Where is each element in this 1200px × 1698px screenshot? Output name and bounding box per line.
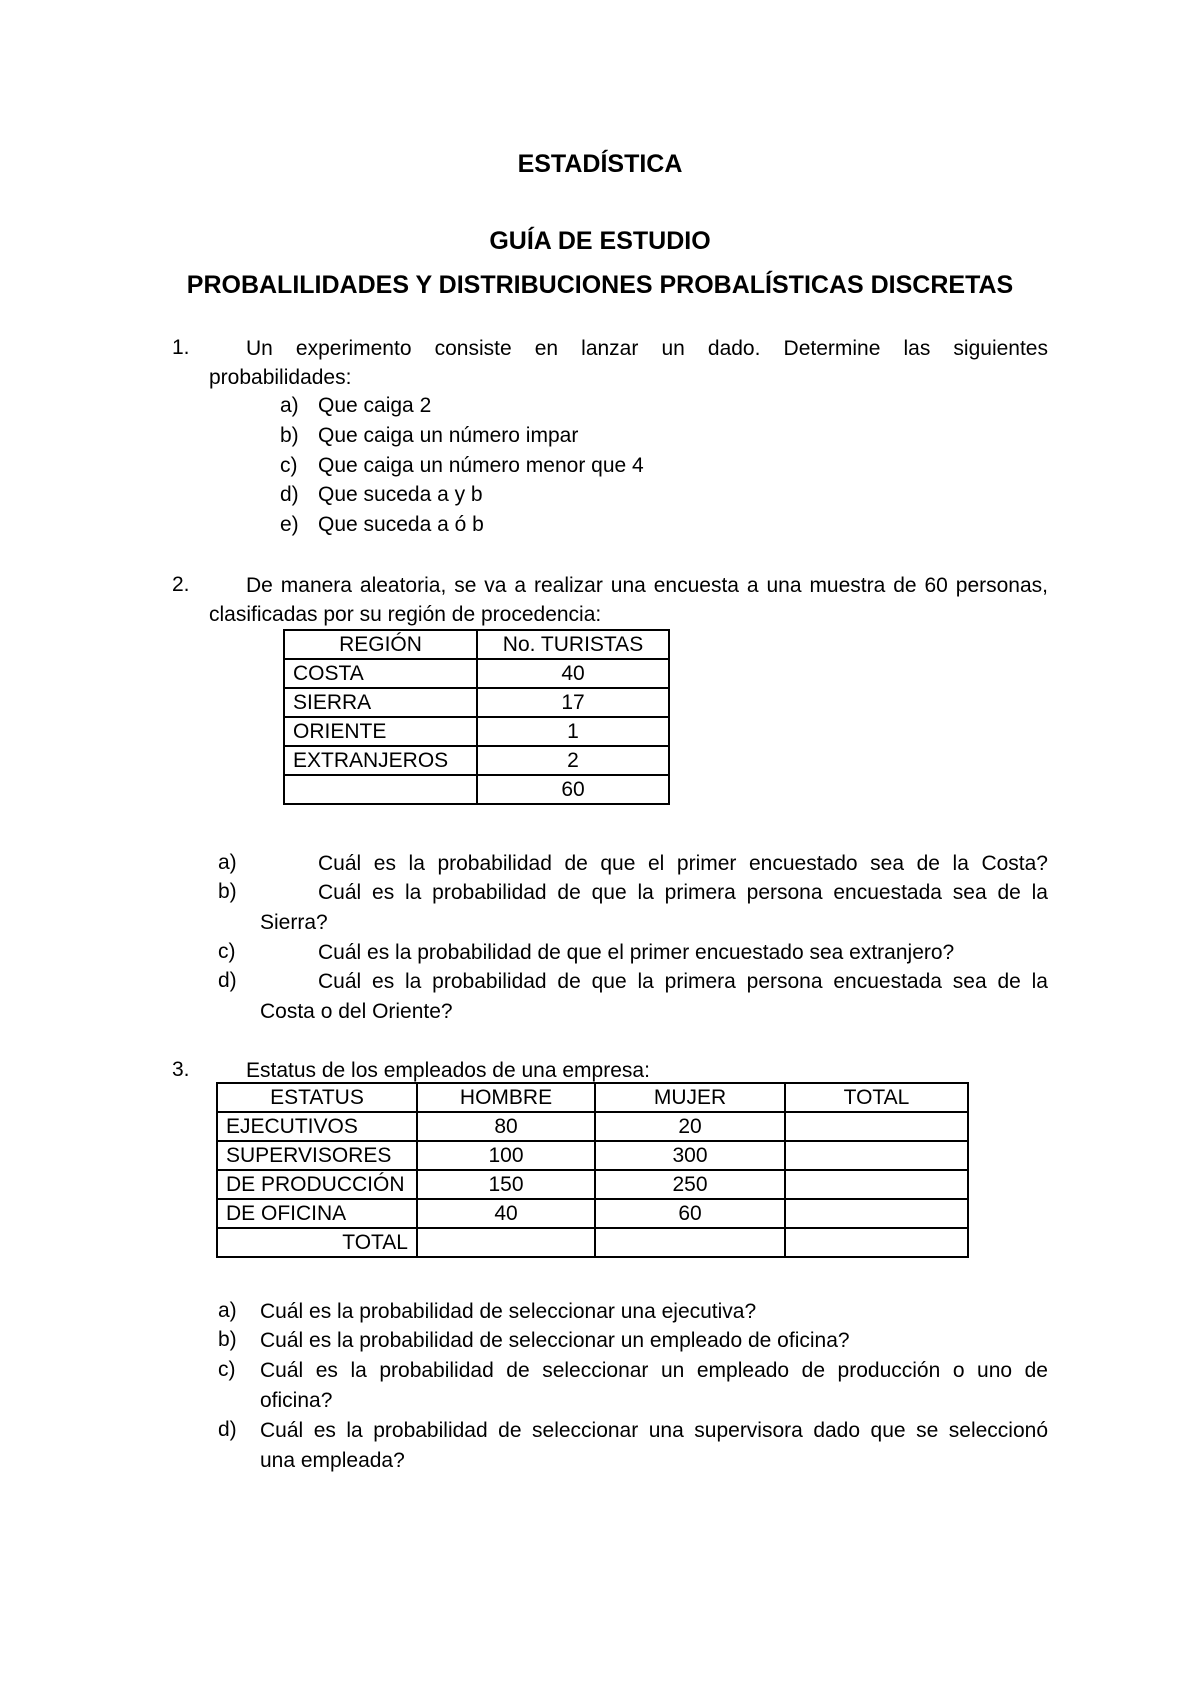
- q1-line2: probabilidades:: [209, 366, 352, 389]
- q2-option-d-text-cont: Costa o del Oriente?: [260, 1000, 453, 1023]
- table-cell: [785, 1199, 968, 1228]
- option-label: d): [280, 483, 299, 506]
- q2-option-d-label: d): [218, 969, 237, 992]
- q1-number: 1.: [172, 336, 190, 359]
- table-header-row: [284, 630, 669, 659]
- table-row: [217, 1199, 968, 1228]
- table-cell: DE PRODUCCIÓN: [217, 1170, 417, 1199]
- table-cell: 100: [417, 1141, 595, 1170]
- q2-number: 2.: [172, 573, 190, 596]
- table-cell: 250: [595, 1170, 785, 1199]
- status-table: [216, 1082, 969, 1258]
- table-row: [217, 1228, 968, 1257]
- table-cell: 40: [477, 659, 669, 688]
- document-subtitle: GUÍA DE ESTUDIO: [489, 227, 711, 255]
- table-header: HOMBRE: [417, 1083, 595, 1112]
- table-cell: 60: [477, 775, 669, 804]
- table-row: [284, 717, 669, 746]
- table-cell: ORIENTE: [284, 717, 477, 746]
- table-row: [217, 1170, 968, 1199]
- q3-option-a-text: Cuál es la probabilidad de seleccionar una ejecutiva?: [260, 1300, 757, 1323]
- table-cell: [785, 1170, 968, 1199]
- table-cell: [417, 1228, 595, 1257]
- table-cell: EJECUTIVOS: [217, 1112, 417, 1141]
- q2-option-c-label: c): [218, 940, 236, 963]
- table-cell: 80: [417, 1112, 595, 1141]
- table-cell: COSTA: [284, 659, 477, 688]
- table-cell: TOTAL: [217, 1228, 417, 1257]
- table-cell: 60: [595, 1199, 785, 1228]
- table-row: [217, 1141, 968, 1170]
- table-cell: 17: [477, 688, 669, 717]
- table-header: ESTATUS: [217, 1083, 417, 1112]
- option-text: Que caiga un número impar: [318, 424, 579, 447]
- table-header-row: [217, 1083, 968, 1112]
- q2-option-b-text: Cuál es la probabilidad de que la primera persona encuestada sea de la: [318, 881, 1048, 904]
- q2-option-c-text: Cuál es la probabilidad de que el primer encuestado sea extranjero?: [318, 941, 955, 964]
- q2-option-a-label: a): [218, 851, 237, 874]
- option-text: Que caiga 2: [318, 394, 432, 417]
- table-header: No. TURISTAS: [477, 630, 669, 659]
- table-row: [284, 746, 669, 775]
- q3-option-d-text-cont: una empleada?: [260, 1449, 405, 1472]
- q2-option-b-text-cont: Sierra?: [260, 911, 328, 934]
- region-table: [283, 629, 670, 805]
- option-text: Que caiga un número menor que 4: [318, 454, 644, 477]
- document-subtitle-2: PROBALILIDADES Y DISTRIBUCIONES PROBALÍSTICAS DISCRETAS: [186, 271, 1014, 299]
- table-cell: SUPERVISORES: [217, 1141, 417, 1170]
- q2-line1: De manera aleatoria, se va a realizar una encuesta a una muestra de 60 personas,: [246, 574, 1048, 597]
- table-cell: 2: [477, 746, 669, 775]
- table-row: [284, 775, 669, 804]
- table-row: [284, 659, 669, 688]
- q3-option-b-label: b): [218, 1328, 237, 1351]
- q3-option-b-text: Cuál es la probabilidad de seleccionar un empleado de oficina?: [260, 1329, 850, 1352]
- q2-line2: clasificadas por su región de procedencia:: [209, 603, 602, 626]
- q3-option-d-text: Cuál es la probabilidad de seleccionar una supervisora dado que se seleccionó: [260, 1419, 1048, 1442]
- q3-option-c-text-cont: oficina?: [260, 1389, 333, 1412]
- option-label: e): [280, 513, 299, 536]
- q1-line1: Un experimento consiste en lanzar un dado. Determine las siguientes: [246, 337, 1048, 360]
- option-label: a): [280, 394, 299, 417]
- option-text: Que suceda a ó b: [318, 513, 484, 536]
- table-cell: 40: [417, 1199, 595, 1228]
- table-cell: 150: [417, 1170, 595, 1199]
- table-cell: 20: [595, 1112, 785, 1141]
- q3-option-d-label: d): [218, 1418, 237, 1441]
- table-cell: DE OFICINA: [217, 1199, 417, 1228]
- q3-option-c-label: c): [218, 1358, 236, 1381]
- q3-number: 3.: [172, 1058, 190, 1081]
- option-text: Que suceda a y b: [318, 483, 483, 506]
- table-row: [284, 688, 669, 717]
- q3-option-c-text: Cuál es la probabilidad de seleccionar un empleado de producción o uno de: [260, 1359, 1048, 1382]
- table-header: TOTAL: [785, 1083, 968, 1112]
- table-cell: EXTRANJEROS: [284, 746, 477, 775]
- table-cell: [595, 1228, 785, 1257]
- table-cell: 300: [595, 1141, 785, 1170]
- option-label: b): [280, 424, 299, 447]
- document-title: ESTADÍSTICA: [517, 150, 683, 178]
- table-header: MUJER: [595, 1083, 785, 1112]
- table-cell: [284, 775, 477, 804]
- table-cell: [785, 1228, 968, 1257]
- q2-option-d-text: Cuál es la probabilidad de que la primera persona encuestada sea de la: [318, 970, 1048, 993]
- table-header: REGIÓN: [284, 630, 477, 659]
- q2-option-a-text: Cuál es la probabilidad de que el primer encuestado sea de la Costa?: [318, 852, 1048, 875]
- q3-option-a-label: a): [218, 1299, 237, 1322]
- table-cell: [785, 1112, 968, 1141]
- table-cell: [785, 1141, 968, 1170]
- table-cell: SIERRA: [284, 688, 477, 717]
- table-row: [217, 1112, 968, 1141]
- table-cell: 1: [477, 717, 669, 746]
- q2-option-b-label: b): [218, 880, 237, 903]
- option-label: c): [280, 454, 298, 477]
- q3-line1: Estatus de los empleados de una empresa:: [246, 1059, 650, 1082]
